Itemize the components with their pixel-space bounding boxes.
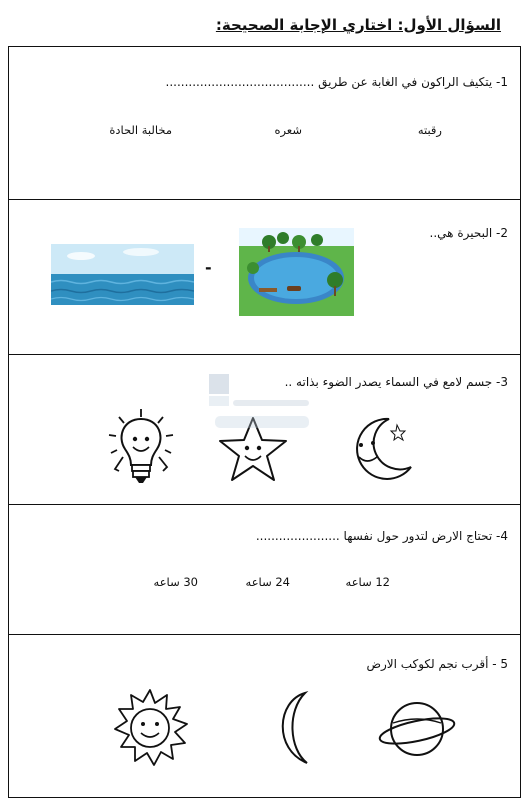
q4-option-3[interactable]: 30 ساعه	[153, 575, 198, 589]
bulb-icon[interactable]	[101, 407, 181, 489]
question-4-text: 4- تحتاج الارض لتدور حول نفسها ......................	[255, 529, 508, 543]
q1-option-2[interactable]: شعره	[274, 123, 302, 137]
q4-option-1[interactable]: 12 ساعه	[345, 575, 390, 589]
lake-image[interactable]	[239, 228, 354, 316]
moon-icon[interactable]	[341, 413, 416, 483]
planet-icon[interactable]	[377, 693, 457, 765]
watermark-logo	[205, 370, 315, 440]
question-1	[9, 47, 520, 200]
image-separator: -	[205, 258, 212, 277]
q4-option-2[interactable]: 24 ساعه	[245, 575, 290, 589]
sun-icon[interactable]	[109, 687, 191, 769]
sea-image[interactable]	[51, 244, 194, 305]
question-5-text: 5 - أقرب نجم لكوكب الارض	[366, 657, 508, 671]
crescent-moon-icon[interactable]	[267, 689, 327, 767]
question-2	[9, 200, 520, 355]
question-1-text: 1- يتكيف الراكون في الغابة عن طريق .......................................	[165, 75, 508, 89]
question-3-text: 3- جسم لامع في السماء يصدر الضوء بذاته ..	[284, 375, 508, 389]
question-2-text: 2- البحيرة هي..	[429, 226, 508, 240]
q1-option-1[interactable]: رقبته	[417, 123, 442, 137]
page-title: السؤال الأول: اختاري الإجابة الصحيحة:	[215, 16, 501, 34]
question-4	[9, 505, 520, 635]
question-5	[9, 635, 520, 797]
q1-option-3[interactable]: مخالبة الحادة	[109, 123, 172, 137]
